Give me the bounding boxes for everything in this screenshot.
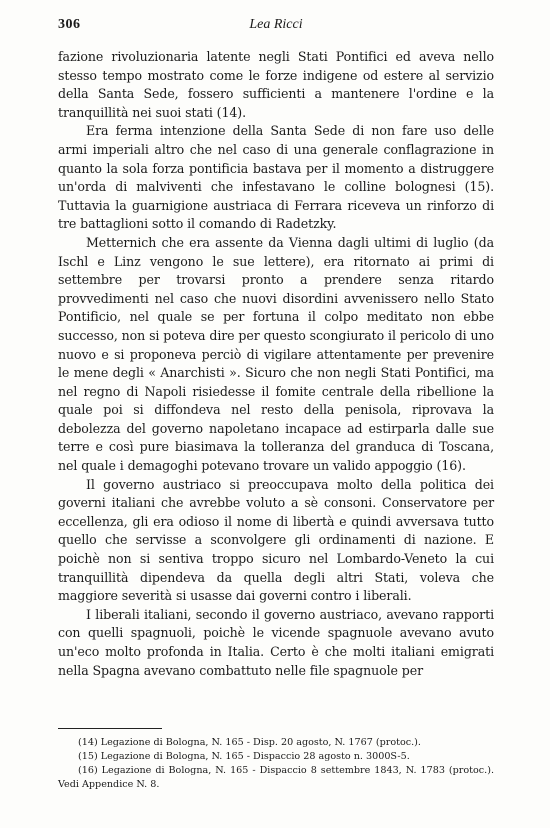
paragraph: Metternich che era assente da Vienna dagli ultimi di luglio (da Ischl e Linz vengono le sue lettere), era ritornato ai primi di settembre per trovarsi pronto a prendere senza ritardo provvedimenti nel caso che nuovi disordini avvenissero nello Stato Pontificio, nel quale se per fortuna il colpo meditato non ebbe successo, non si poteva dire per questo scongiurato il pericolo di uno nuovo e si proponeva perciò di vigilare attentamente per prevenire le mene degli « Anarchisti ». Sicuro che non negli Stati Pontifici, ma nel regno di Napoli risiedesse il fomite centrale della ribellione la quale poi si diffondeva nel resto della penisola, riprovava la debolezza del governo napoletano incapace ad estirparla dalle sue terre e così pure biasimava la tolleranza del granduca di Toscana, nel quale i demagoghi potevano trovare un valido appoggio (16). [58, 234, 494, 474]
running-head: Lea Ricci [249, 17, 303, 32]
footnotes [58, 736, 494, 792]
body-text [58, 48, 494, 680]
page-header [58, 14, 494, 38]
footnote: (14) Legazione di Bologna, N. 165 - Disp. 20 agosto, N. 1767 (protoc.). [78, 737, 421, 748]
footnote: (15) Legazione di Bologna, N. 165 - Dispaccio 28 agosto n. 3000S-5. [78, 751, 410, 762]
footnote: (16) Legazione di Bologna, N. 165 - Dispaccio 8 settembre 1843, N. 1783 (protoc.). Vedi Appendice N. 8. [58, 765, 494, 790]
paragraph: I liberali italiani, secondo il governo austriaco, avevano rapporti con quelli spagnuoli, poichè le vicende spagnuole avevano avuto un'eco molto profonda in Italia. Certo è che molti italiani emigrati nella Spagna avevano combattuto nelle file spagnuole per [58, 606, 494, 678]
paragraph: fazione rivoluzionaria latente negli Stati Pontifici ed aveva nello stesso tempo mostrato come le forze indigene od estere al servizio della Santa Sede, fossero sufficienti a mantenere l'ordine e la tranquillità nei suoi stati (14). [58, 49, 494, 120]
paragraph: Il governo austriaco si preoccupava molto della politica dei governi italiani che avrebbe voluto a sè consoni. Conservatore per eccellenza, gli era odioso il nome di libertà e quindi avversava tutto quello che servisse a sconvolgere gli ordinamenti di nazione. E poichè non si sentiva troppo sicuro nel Lombardo-Veneto la cui tranquillità dipendeva da quella degli altri Stati, voleva che maggiore severità si usasse dai governi contro i liberali. [58, 476, 494, 604]
paragraph: Era ferma intenzione della Santa Sede di non fare uso delle armi imperiali altro che nel caso di una generale conflagrazione in quanto la sola forza pontificia bastava per il momento a distruggere un'orda di malviventi che infestavano le colline bolognesi (15). Tuttavia la guarnigione austriaca di Ferrara riceveva un rinforzo di tre battaglioni sotto il comando di Radetzky. [58, 123, 494, 232]
page-number: 306 [58, 17, 81, 32]
footnote-rule [58, 728, 162, 729]
